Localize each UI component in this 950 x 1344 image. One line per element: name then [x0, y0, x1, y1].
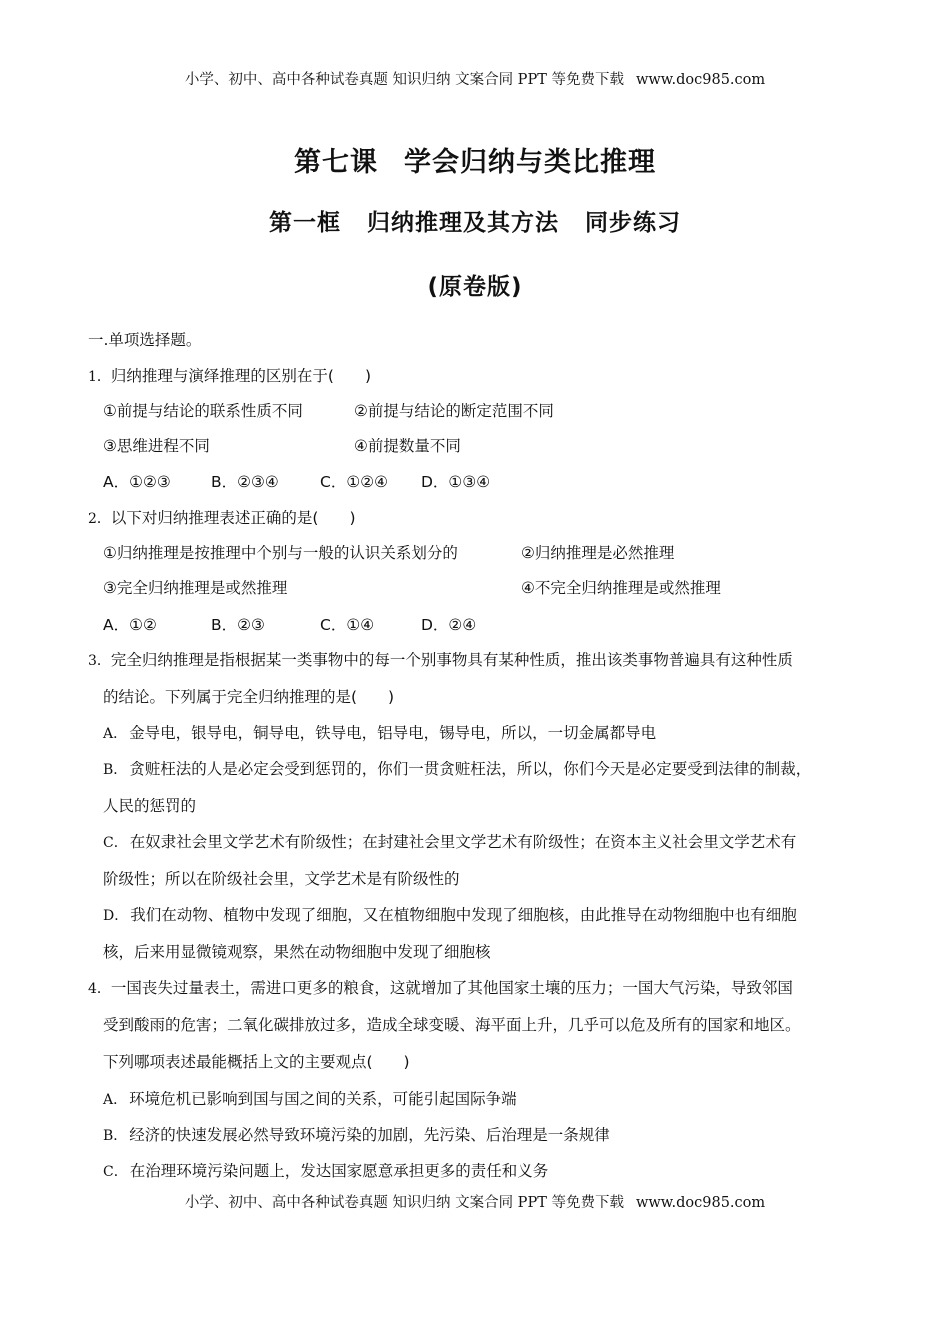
page-title [0, 140, 950, 179]
lesson-name: 学会归纳与类比推理 [404, 147, 656, 178]
q1-item-3: ③思维进程不同 [103, 437, 210, 455]
q3-option-b-cont: 人民的惩罚的 [103, 797, 197, 815]
question-3: 3．完全归纳推理是指根据某一类事物中的每一个别事物具有某种性质，推出该类事物普遍具有这种性质 [88, 651, 793, 669]
question-3-cont: 的结论。下列属于完全归纳推理的是( ) [103, 688, 395, 706]
page-footer [0, 1191, 950, 1212]
lesson-number: 第七课 [294, 147, 378, 178]
q3-option-c-cont: 阶级性；所以在阶级社会里，文学艺术是有阶级性的 [103, 870, 460, 888]
footer-url: www.doc985.com [635, 1195, 766, 1211]
q2-item-2: ②归纳推理是必然推理 [521, 544, 675, 562]
q1-option-c: C．①②④ [320, 473, 389, 491]
question-4: 4．一国丧失过量表土，需进口更多的粮食，这就增加了其他国家土壤的压力；一国大气污染，导致邻国 [88, 979, 793, 997]
page-subtitle [0, 204, 950, 237]
q3-option-b: B． 贪赃枉法的人是必定会受到惩罚的，你们一贯贪赃枉法，所以，你们今天是必定要受到法律的制裁， [103, 760, 812, 778]
edition-label: (原卷版) [427, 274, 523, 300]
q1-option-a: A．①②③ [103, 473, 171, 491]
q4-option-c: C． 在治理环境污染问题上，发达国家愿意承担更多的责任和义务 [103, 1162, 549, 1180]
header-url: www.doc985.com [635, 72, 766, 88]
q2-option-d: D．②④ [421, 616, 477, 634]
q2-item-4: ④不完全归纳推理是或然推理 [521, 579, 721, 597]
page-header [0, 68, 950, 89]
frame-name: 归纳推理及其方法 [367, 210, 559, 236]
q3-option-c: C． 在奴隶社会里文学艺术有阶级性；在封建社会里文学艺术有阶级性；在资本主义社会里文学艺术有 [103, 833, 797, 851]
q4-option-a: A． 环境危机已影响到国与国之间的关系，可能引起国际争端 [103, 1090, 517, 1108]
q1-option-b: B．②③④ [211, 473, 279, 491]
q2-option-c: C．①④ [320, 616, 375, 634]
question-4-cont-2: 下列哪项表述最能概括上文的主要观点( ) [103, 1053, 410, 1071]
question-2: 2．以下对归纳推理表述正确的是( ) [88, 509, 356, 527]
question-4-cont-1: 受到酸雨的危害；二氧化碳排放过多，造成全球变暖、海平面上升，几乎可以危及所有的国家和地区。 [103, 1016, 801, 1034]
q3-option-d: D． 我们在动物、植物中发现了细胞，又在植物细胞中发现了细胞核，由此推导在动物细胞中也有细胞 [103, 906, 797, 924]
q2-item-1: ①归纳推理是按推理中个别与一般的认识关系划分的 [103, 544, 458, 562]
section-heading: 一.单项选择题。 [88, 331, 202, 349]
q1-option-d: D．①③④ [421, 473, 491, 491]
practice-label: 同步练习 [585, 210, 681, 236]
header-text: 小学、初中、高中各种试卷真题 知识归纳 文案合同 PPT 等免费下载 [184, 72, 624, 88]
q2-option-b: B．②③ [211, 616, 265, 634]
q2-option-a: A．①② [103, 616, 157, 634]
q2-item-3: ③完全归纳推理是或然推理 [103, 579, 288, 597]
q1-item-2: ②前提与结论的断定范围不同 [354, 402, 554, 420]
q1-item-1: ①前提与结论的联系性质不同 [103, 402, 303, 420]
q3-option-a: A． 金导电，银导电，铜导电，铁导电，铝导电，锡导电，所以，一切金属都导电 [103, 724, 657, 742]
q1-item-4: ④前提数量不同 [354, 437, 461, 455]
question-1: 1．归纳推理与演绎推理的区别在于( ) [88, 367, 372, 385]
footer-text: 小学、初中、高中各种试卷真题 知识归纳 文案合同 PPT 等免费下载 [184, 1195, 624, 1211]
frame-number: 第一框 [269, 210, 341, 236]
q3-option-d-cont: 核，后来用显微镜观察，果然在动物细胞中发现了细胞核 [103, 943, 491, 961]
q4-option-b: B． 经济的快速发展必然导致环境污染的加剧，先污染、后治理是一条规律 [103, 1126, 610, 1144]
